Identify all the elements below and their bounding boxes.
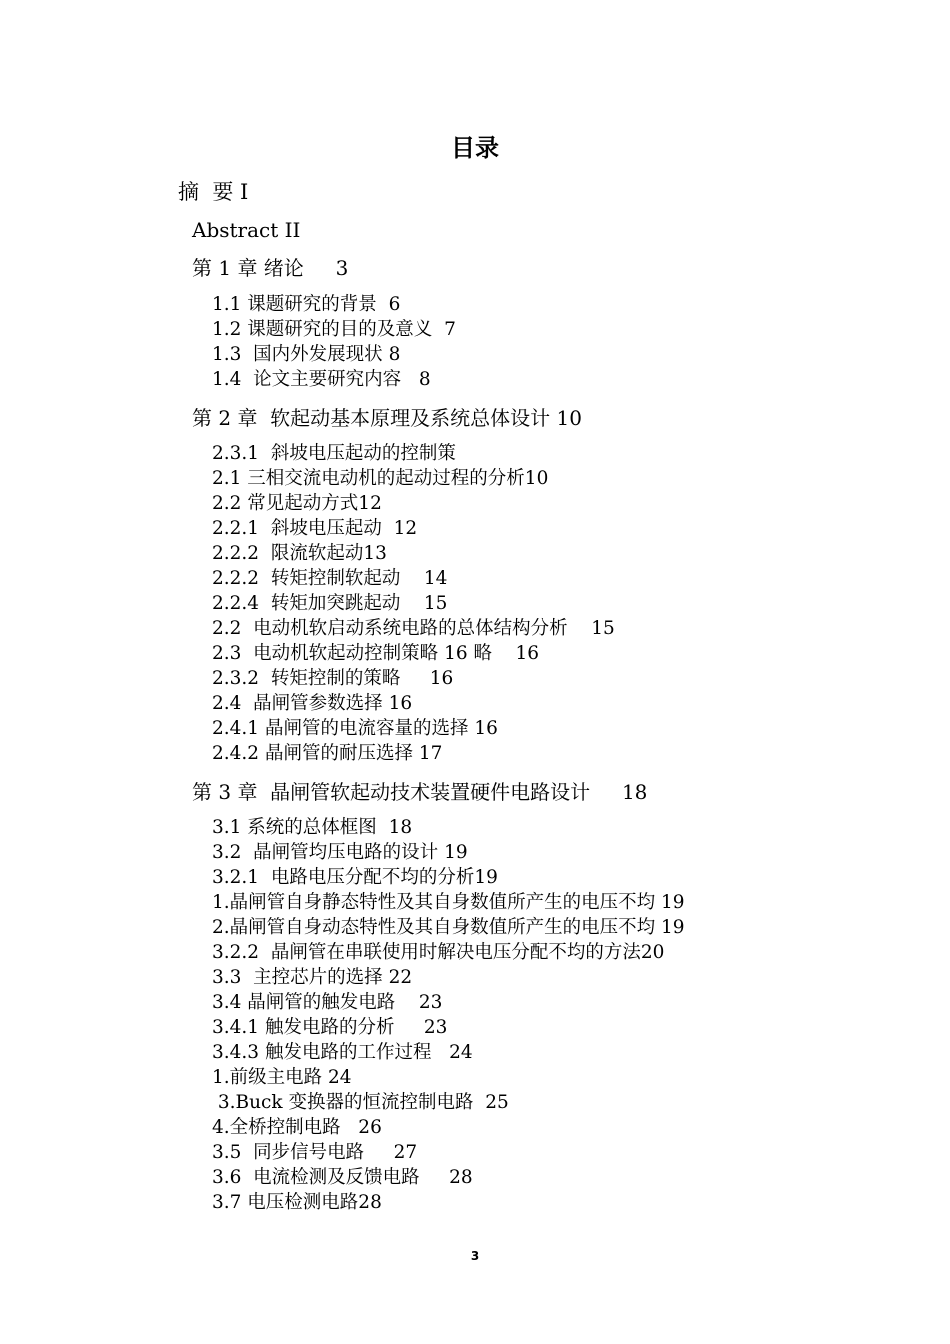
toc-entry: 2.3.1 斜坡电压起动的控制策 (212, 443, 456, 464)
toc-entry: 3.2 晶闸管均压电路的设计 19 (212, 842, 468, 863)
toc-entry: 2.1 三相交流电动机的起动过程的分析10 (212, 468, 549, 489)
toc-entry: 3.4 晶闸管的触发电路 23 (212, 992, 443, 1013)
toc-entry: 3.3 主控芯片的选择 22 (212, 967, 413, 988)
toc-entry: 3.2.2 晶闸管在串联使用时解决电压分配不均的方法20 (212, 942, 665, 963)
toc-entry: 3.7 电压检测电路28 (212, 1192, 382, 1213)
page-number: 3 (470, 1249, 480, 1263)
toc-entry: 3.4.3 触发电路的工作过程 24 (212, 1042, 473, 1063)
toc-entry: 3.1 系统的总体框图 18 (212, 817, 413, 838)
toc-entry: 4.全桥控制电路 26 (212, 1117, 382, 1138)
toc-entry: 2.4 晶闸管参数选择 16 (212, 693, 413, 714)
page-title: 目录 (451, 134, 499, 162)
toc-entry: 2.4.1 晶闸管的电流容量的选择 16 (212, 718, 498, 739)
toc-entry: 摘 要 I (178, 180, 249, 204)
toc-entry: 3.5 同步信号电路 27 (212, 1142, 418, 1163)
toc-entry: Abstract II (192, 218, 301, 242)
toc-entry: 2.2 常见起动方式12 (212, 493, 382, 514)
toc-entry: 1.4 论文主要研究内容 8 (212, 369, 431, 390)
toc-entry: 2.4.2 晶闸管的耐压选择 17 (212, 743, 443, 764)
toc-entry: 2.3 电动机软起动控制策略 16 略 16 (212, 643, 540, 664)
toc-entry: 1.1 课题研究的背景 6 (212, 294, 401, 315)
toc-entry: 3.Buck 变换器的恒流控制电路 25 (212, 1092, 509, 1113)
toc-entry: 3.6 电流检测及反馈电路 28 (212, 1167, 473, 1188)
toc-entry: 第 1 章 绪论 3 (192, 256, 349, 280)
toc-entry: 第 2 章 软起动基本原理及系统总体设计 10 (192, 406, 582, 430)
toc-entry: 2.2.1 斜坡电压起动 12 (212, 518, 418, 539)
toc-entry: 2.2.2 转矩控制软起动 14 (212, 568, 448, 589)
toc-entry: 2.3.2 转矩控制的策略 16 (212, 668, 454, 689)
toc-entry: 1.2 课题研究的目的及意义 7 (212, 319, 456, 340)
toc-entry: 3.2.1 电路电压分配不均的分析19 (212, 867, 498, 888)
toc-entry: 2.2.4 转矩加突跳起动 15 (212, 593, 448, 614)
toc-entry: 3.4.1 触发电路的分析 23 (212, 1017, 448, 1038)
toc-entry: 1.前级主电路 24 (212, 1067, 352, 1088)
toc-entry: 2.2 电动机软启动系统电路的总体结构分析 15 (212, 618, 615, 639)
toc-entry: 1.3 国内外发展现状 8 (212, 344, 401, 365)
toc-entry: 1.晶闸管自身静态特性及其自身数值所产生的电压不均 19 (212, 892, 685, 913)
toc-entry: 2.2.2 限流软起动13 (212, 543, 387, 564)
toc-entry: 2.晶闸管自身动态特性及其自身数值所产生的电压不均 19 (212, 917, 685, 938)
toc-entry: 第 3 章 晶闸管软起动技术装置硬件电路设计 18 (192, 780, 648, 804)
